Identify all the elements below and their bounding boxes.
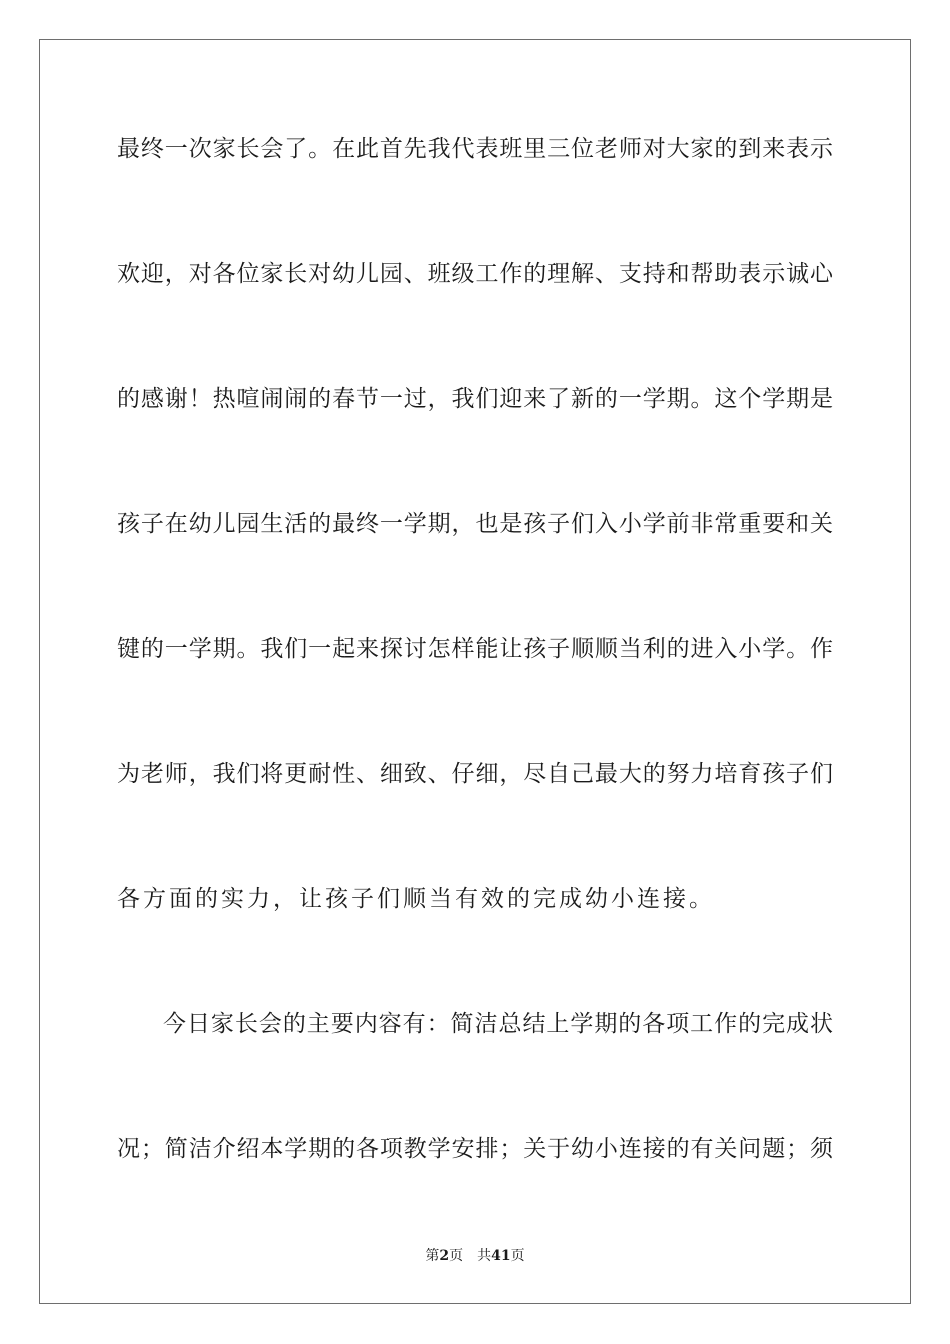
page-footer (0, 1246, 950, 1266)
text-line: 况；简洁介绍本学期的各项教学安排；关于幼小连接的有关问题；须 (117, 1136, 833, 1162)
text-line: 的感谢！热喧闹闹的春节一过，我们迎来了新的一学期。这个学期是 (117, 386, 833, 412)
text-line: 今日家长会的主要内容有：简洁总结上学期的各项工作的完成状 (163, 1011, 833, 1037)
text-line: 各方面的实力，让孩子们顺当有效的完成幼小连接。 (117, 886, 715, 912)
total-pages: 41 (491, 1248, 511, 1264)
text-line: 欢迎，对各位家长对幼儿园、班级工作的理解、支持和帮助表示诚心 (117, 261, 833, 287)
text-line: 键的一学期。我们一起来探讨怎样能让孩子顺顺当利的进入小学。作 (117, 636, 833, 662)
page-suffix: 页 (449, 1248, 464, 1264)
page-frame (39, 39, 911, 1304)
total-suffix: 页 (510, 1248, 525, 1264)
text-line: 孩子在幼儿园生活的最终一学期，也是孩子们入小学前非常重要和关 (117, 511, 833, 537)
page-prefix: 第 (425, 1248, 440, 1264)
page-number: 2 (439, 1248, 450, 1264)
text-line: 最终一次家长会了。在此首先我代表班里三位老师对大家的到来表示 (117, 136, 833, 162)
total-prefix: 共 (477, 1248, 492, 1264)
text-line: 为老师，我们将更耐性、细致、仔细，尽自己最大的努力培育孩子们 (117, 761, 833, 787)
